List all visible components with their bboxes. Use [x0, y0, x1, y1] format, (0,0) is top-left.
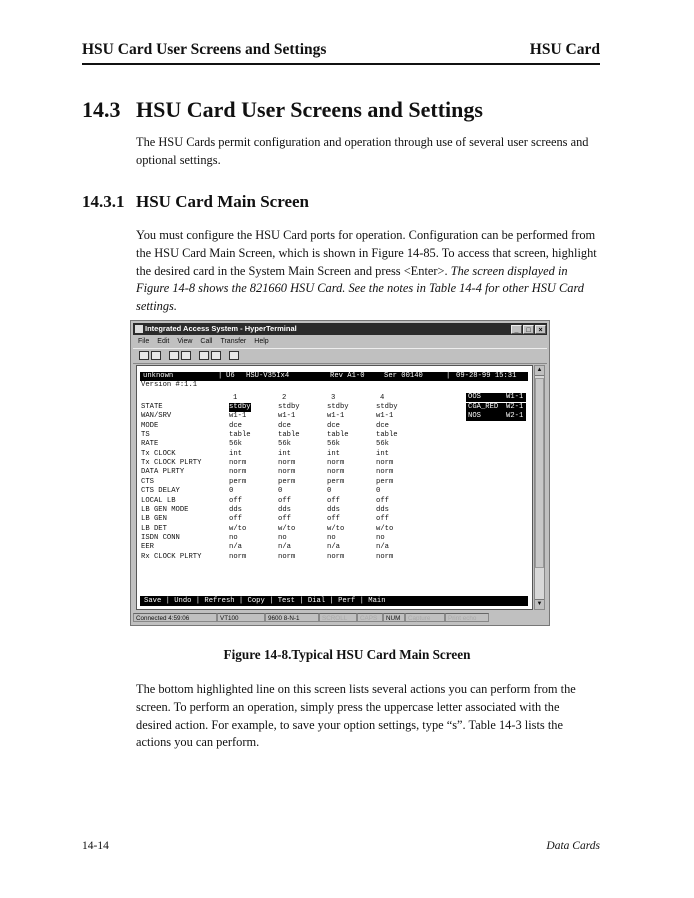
setting-value-port-1[interactable]: perm	[229, 477, 247, 486]
setting-value-port-3[interactable]: 56k	[327, 440, 340, 449]
setting-value-port-4[interactable]: norm	[376, 459, 394, 468]
column-header-3: 3	[331, 394, 336, 402]
settings-row	[141, 422, 461, 431]
setting-value-port-4[interactable]: w1-1	[376, 412, 394, 421]
settings-row	[141, 543, 461, 552]
menu-call[interactable]: Call	[200, 338, 213, 345]
card-revision: Rev A1-0	[330, 372, 365, 380]
status-scroll: SCROLL	[319, 613, 357, 622]
settings-row	[141, 403, 461, 412]
setting-value-port-4[interactable]: off	[376, 496, 389, 505]
status-emulation: VT100	[217, 613, 265, 622]
window-controls	[510, 324, 546, 334]
body-paragraph-2: The bottom highlighted line on this screen lists several actions you can perform from the screen. To perform an operation, simply press the uppercase letter associated with the desired action. For example, to save your option settings, type “s”. Table 14-3 lists the actions you can perform.	[136, 682, 576, 750]
setting-value-port-2[interactable]: n/a	[278, 543, 291, 552]
window-title: Integrated Access System - HyperTerminal	[145, 324, 297, 333]
setting-label: TS	[141, 431, 150, 440]
setting-value-port-4[interactable]: 0	[376, 487, 381, 496]
date-time: 09-28-99 15:31	[456, 372, 517, 380]
footer-chapter: Data Cards	[546, 840, 600, 852]
setting-label: ISDN CONN	[141, 533, 180, 542]
send-icon[interactable]	[199, 351, 209, 360]
card-slot: U6	[226, 372, 235, 380]
status-print-echo: Print echo	[445, 613, 489, 622]
hyperterminal-window	[130, 320, 550, 626]
settings-row	[141, 487, 461, 496]
figure-caption: Figure 14-8.Typical HSU Card Main Screen	[223, 647, 471, 662]
settings-row	[141, 431, 461, 440]
setting-value-port-1[interactable]: dce	[229, 421, 242, 430]
setting-value-port-1[interactable]: 56k	[229, 440, 242, 449]
system-name: unknown	[143, 372, 174, 380]
setting-label: Tx CLOCK PLRTY	[141, 459, 202, 468]
setting-value-port-2[interactable]: stdby	[278, 403, 300, 411]
page-number: 14-14	[82, 840, 109, 852]
setting-value-port-4[interactable]: norm	[376, 468, 394, 477]
body-paragraph-1	[136, 227, 598, 316]
setting-label: CTS	[141, 477, 154, 486]
terminal-top-bar: unknown | U6 HSU-V35Ix4 Rev A1-0 Ser 00140 | 09-28-99 15:31	[140, 372, 528, 381]
setting-value-port-3[interactable]: perm	[327, 477, 345, 486]
setting-value-port-1[interactable]: off	[229, 515, 242, 524]
menu-edit[interactable]: Edit	[157, 338, 170, 345]
subsection-title: HSU Card Main Screen	[136, 192, 309, 211]
open-icon[interactable]	[151, 351, 161, 360]
minimize-icon[interactable]: _	[511, 325, 522, 334]
settings-row	[141, 459, 461, 468]
status-bar	[133, 613, 547, 624]
setting-value-port-3[interactable]: stdby	[327, 403, 349, 411]
header-chapter: HSU Card	[529, 41, 600, 58]
vertical-scrollbar[interactable]	[534, 365, 545, 610]
setting-value-port-3[interactable]: dds	[327, 505, 340, 514]
setting-value-port-1[interactable]: w1-1	[229, 412, 247, 421]
status-caps: CAPS	[357, 613, 383, 622]
settings-row	[141, 412, 461, 421]
setting-value-port-3[interactable]: norm	[327, 552, 345, 561]
setting-value-port-1[interactable]: int	[229, 449, 242, 458]
intro-paragraph: The HSU Cards permit configuration and operation through use of several user screens and optional settings.	[136, 135, 589, 167]
setting-value-port-4[interactable]: no	[376, 533, 385, 542]
setting-value-port-2[interactable]: table	[278, 431, 300, 440]
setting-value-port-2[interactable]: dds	[278, 505, 291, 514]
new-icon[interactable]	[139, 351, 149, 360]
setting-value-port-2[interactable]: 56k	[278, 440, 291, 449]
scroll-down-icon[interactable]: ▼	[536, 601, 543, 607]
setting-value-port-2[interactable]: dce	[278, 421, 291, 430]
settings-row	[141, 525, 461, 534]
setting-value-port-4[interactable]: perm	[376, 477, 394, 486]
settings-row	[141, 497, 461, 506]
setting-label: DATA PLRTY	[141, 468, 185, 477]
settings-row	[141, 534, 461, 543]
page-footer	[82, 840, 600, 852]
alarm-text: NOS	[468, 412, 481, 420]
setting-value-port-2[interactable]: perm	[278, 477, 296, 486]
setting-value-port-2[interactable]: off	[278, 515, 291, 524]
setting-value-port-3[interactable]: table	[327, 431, 349, 440]
setting-value-port-2[interactable]: 0	[278, 487, 283, 496]
version-label: Version #:1.1	[141, 381, 198, 389]
toolbar	[133, 348, 547, 364]
setting-value-port-1[interactable]: n/a	[229, 543, 242, 552]
setting-label: STATE	[141, 403, 163, 411]
setting-value-port-3[interactable]: norm	[327, 459, 345, 468]
setting-value-port-2[interactable]: w1-1	[278, 412, 296, 421]
settings-row	[141, 553, 461, 562]
setting-value-port-4[interactable]: dds	[376, 505, 389, 514]
setting-value-port-3[interactable]: off	[327, 515, 340, 524]
menu-file[interactable]: File	[138, 338, 150, 345]
setting-value-port-3[interactable]: norm	[327, 468, 345, 477]
alarm-slot: W2-1	[506, 402, 524, 411]
disconnect-icon[interactable]	[181, 351, 191, 360]
setting-value-port-1[interactable]: norm	[229, 459, 247, 468]
setting-value-port-2[interactable]: norm	[278, 468, 296, 477]
setting-label: LOCAL LB	[141, 496, 176, 505]
alarm-text: CGA_RED	[468, 402, 499, 411]
header-title: HSU Card User Screens and Settings	[82, 41, 327, 58]
receive-icon[interactable]	[211, 351, 221, 360]
maximize-icon[interactable]: □	[523, 325, 534, 334]
running-header	[82, 41, 600, 65]
setting-value-port-4[interactable]: norm	[376, 552, 394, 561]
subsection-number: 14.3.1	[82, 192, 125, 211]
para1-text: You must configure the HSU Card ports for operation. Configuration can be performed from the HSU Card Main Screen, which is shown in Figure 14-85. To access that screen, highlight the desired card in the System Main Screen and press <Enter>.	[136, 228, 597, 278]
setting-value-port-4[interactable]: 56k	[376, 440, 389, 449]
alarm-slot: W2-1	[506, 412, 524, 420]
alarm-text: OOS	[468, 393, 481, 401]
settings-row	[141, 515, 461, 524]
setting-value-port-2[interactable]: norm	[278, 459, 296, 468]
setting-value-port-3[interactable]: 0	[327, 487, 332, 496]
alarm-row	[466, 393, 526, 402]
setting-value-port-2[interactable]: no	[278, 533, 287, 542]
settings-row	[141, 506, 461, 515]
setting-value-port-4[interactable]: stdby	[376, 403, 398, 411]
section-number: 14.3	[82, 97, 121, 122]
status-num: NUM	[383, 613, 405, 622]
scroll-thumb[interactable]	[535, 378, 544, 568]
window-titlebar	[133, 323, 547, 335]
column-header-2: 2	[282, 394, 287, 402]
setting-value-port-1[interactable]: w/to	[229, 524, 247, 533]
setting-label: MODE	[141, 421, 159, 430]
column-header-1: 1	[233, 394, 238, 402]
setting-label: RATE	[141, 440, 159, 449]
menu-bar	[133, 336, 547, 347]
setting-value-port-4[interactable]: int	[376, 449, 389, 458]
alarm-row	[466, 412, 526, 421]
setting-label: LB DET	[141, 524, 167, 533]
column-header-4: 4	[380, 394, 385, 402]
close-icon[interactable]: ×	[535, 325, 546, 334]
card-type: HSU-V35Ix4	[246, 372, 290, 380]
setting-value-port-3[interactable]: w/to	[327, 524, 345, 533]
setting-value-port-2[interactable]: w/to	[278, 524, 296, 533]
setting-value-port-4[interactable]: table	[376, 431, 398, 440]
scroll-up-icon[interactable]: ▲	[535, 366, 544, 376]
setting-value-port-3[interactable]: int	[327, 449, 340, 458]
menu-view[interactable]: View	[177, 338, 193, 345]
subsection-heading	[82, 192, 309, 212]
setting-value-port-1[interactable]: table	[229, 431, 251, 440]
setting-label: Rx CLOCK PLRTY	[141, 552, 202, 561]
setting-value-port-4[interactable]: n/a	[376, 543, 389, 552]
setting-value-port-4[interactable]: dce	[376, 421, 389, 430]
terminal-screen[interactable]	[136, 365, 533, 610]
setting-value-port-4[interactable]: w/to	[376, 524, 394, 533]
properties-icon[interactable]	[229, 351, 239, 360]
setting-value-port-3[interactable]: n/a	[327, 543, 340, 552]
setting-value-port-2[interactable]: norm	[278, 552, 296, 561]
setting-value-port-1[interactable]: 0	[229, 487, 234, 496]
setting-value-port-1[interactable]: norm	[229, 468, 247, 477]
settings-row	[141, 468, 461, 477]
menu-transfer[interactable]: Transfer	[220, 338, 247, 345]
setting-value-port-1[interactable]: norm	[229, 552, 247, 561]
menu-help[interactable]: Help	[254, 338, 269, 345]
status-capture: Capture	[405, 613, 445, 622]
setting-value-port-1[interactable]: dds	[229, 505, 242, 514]
setting-label: LB GEN MODE	[141, 505, 189, 514]
setting-value-port-1[interactable]: off	[229, 496, 242, 505]
setting-label: Tx CLOCK	[141, 449, 176, 458]
section-title: HSU Card User Screens and Settings	[136, 97, 483, 122]
setting-label: LB GEN	[141, 515, 167, 524]
status-settings: 9600 8-N-1	[265, 613, 319, 622]
status-connected: Connected 4:59:06	[133, 613, 217, 622]
connect-icon[interactable]	[169, 351, 179, 360]
setting-value-port-2[interactable]: off	[278, 496, 291, 505]
setting-value-port-3[interactable]: w1-1	[327, 412, 345, 421]
action-menu-bar[interactable]: Save | Undo | Refresh | Copy | Test | Dial | Perf | Main	[140, 596, 528, 606]
app-icon	[135, 325, 143, 333]
section-heading	[82, 97, 483, 123]
setting-value-port-3[interactable]: off	[327, 496, 340, 505]
alarm-row	[466, 403, 526, 412]
setting-value-port-3[interactable]: no	[327, 533, 336, 542]
setting-value-port-4[interactable]: off	[376, 515, 389, 524]
setting-label: EER	[141, 543, 154, 552]
setting-label: WAN/SRV	[141, 412, 172, 421]
card-serial: Ser 00140	[384, 372, 423, 380]
alarm-slot: W1-1	[506, 393, 524, 401]
setting-label: CTS DELAY	[141, 487, 180, 496]
setting-value-port-1[interactable]: no	[229, 533, 238, 542]
para1-italic-text: The screen displayed in Figure 14-8 shows the 821660 HSU Card. See the notes in Table 14-4 for other HSU Card settings.	[136, 263, 584, 314]
settings-row	[141, 450, 461, 459]
settings-row	[141, 478, 461, 487]
setting-value-port-3[interactable]: dce	[327, 421, 340, 430]
settings-row	[141, 440, 461, 449]
setting-value-port-2[interactable]: int	[278, 449, 291, 458]
setting-value-port-1[interactable]: stdby	[229, 403, 251, 411]
